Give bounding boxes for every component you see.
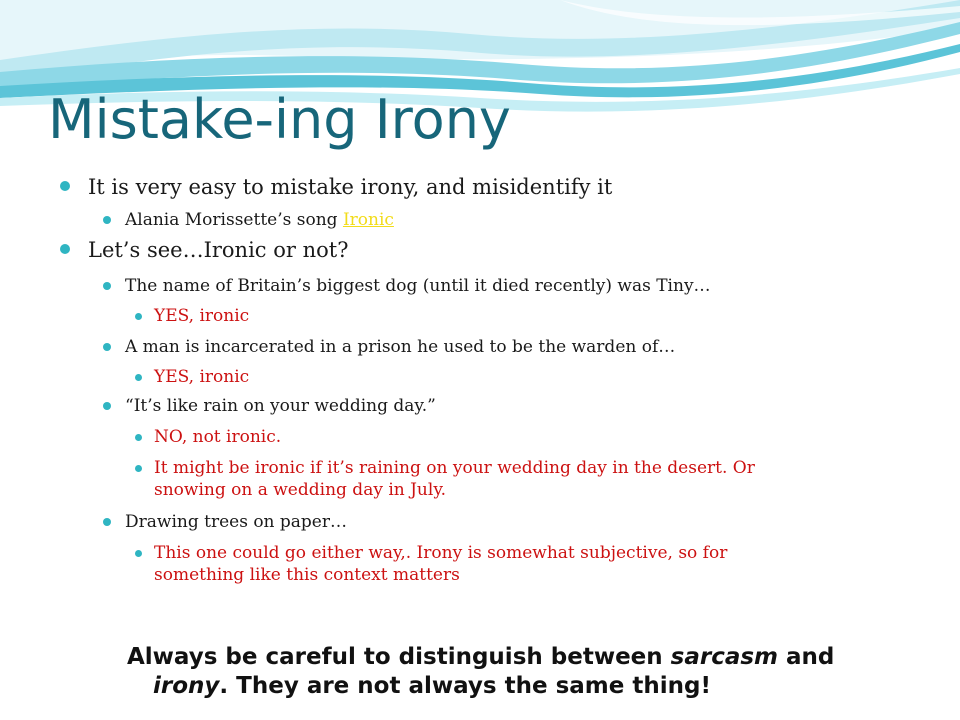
closing-text: . They are not always the same thing! xyxy=(219,673,711,699)
question-item xyxy=(125,395,436,417)
bullet-item xyxy=(88,174,612,200)
question-item xyxy=(125,336,675,358)
closing-emphasis-irony: irony xyxy=(153,673,220,699)
bullet-dot-icon xyxy=(135,374,142,381)
bullet-dot-icon xyxy=(103,402,111,410)
bullet-dot-icon xyxy=(135,550,142,557)
bullet-item xyxy=(88,237,348,263)
closing-text: and xyxy=(778,644,835,670)
closing-note-line1 xyxy=(127,643,887,672)
answer-text: NO, not ironic. xyxy=(154,427,282,447)
slide-title: Mistake-ing Irony xyxy=(48,88,511,151)
answer-item xyxy=(154,305,249,327)
answer-text: YES, ironic xyxy=(154,306,250,326)
bullet-dot-icon xyxy=(103,282,111,290)
closing-emphasis-sarcasm: sarcasm xyxy=(670,644,779,670)
bullet-text: Let’s see…Ironic or not? xyxy=(88,238,349,262)
question-item xyxy=(125,511,347,533)
answer-item xyxy=(154,366,249,388)
closing-text: Always be careful to distinguish between xyxy=(127,644,671,670)
bullet-text: It is very easy to mistake irony, and misidentify it xyxy=(88,175,613,199)
answer-text-line2: snowing on a wedding day in July. xyxy=(154,480,447,500)
answer-item xyxy=(154,426,281,448)
bullet-dot-icon xyxy=(135,434,142,441)
bullet-dot-icon xyxy=(60,181,70,191)
bullet-dot-icon xyxy=(60,244,70,254)
bullet-dot-icon xyxy=(135,313,142,320)
answer-text: YES, ironic xyxy=(154,367,250,387)
sub-bullet-text: Alania Morissette’s song xyxy=(125,210,343,230)
question-text: The name of Britain’s biggest dog (until it died recently) was Tiny… xyxy=(125,276,711,296)
question-item xyxy=(125,275,711,297)
closing-note-line2 xyxy=(127,672,887,701)
answer-item xyxy=(154,542,727,586)
question-text: “It’s like rain on your wedding day.” xyxy=(125,396,436,416)
answer-text-line1: This one could go either way,. Irony is somewhat subjective, so for xyxy=(154,543,728,563)
closing-note xyxy=(127,643,887,701)
answer-text-line1: It might be ironic if it’s raining on your wedding day in the desert. Or xyxy=(154,458,755,478)
bullet-dot-icon xyxy=(103,518,111,526)
sub-bullet-item xyxy=(125,209,394,231)
question-text: Drawing trees on paper… xyxy=(125,512,347,532)
answer-text-line2: something like this context matters xyxy=(154,565,460,585)
bullet-dot-icon xyxy=(103,343,111,351)
question-text: A man is incarcerated in a prison he used to be the warden of… xyxy=(125,337,676,357)
ironic-song-link[interactable]: Ironic xyxy=(342,210,394,230)
answer-item xyxy=(154,457,755,501)
bullet-dot-icon xyxy=(135,465,142,472)
bullet-dot-icon xyxy=(103,216,111,224)
